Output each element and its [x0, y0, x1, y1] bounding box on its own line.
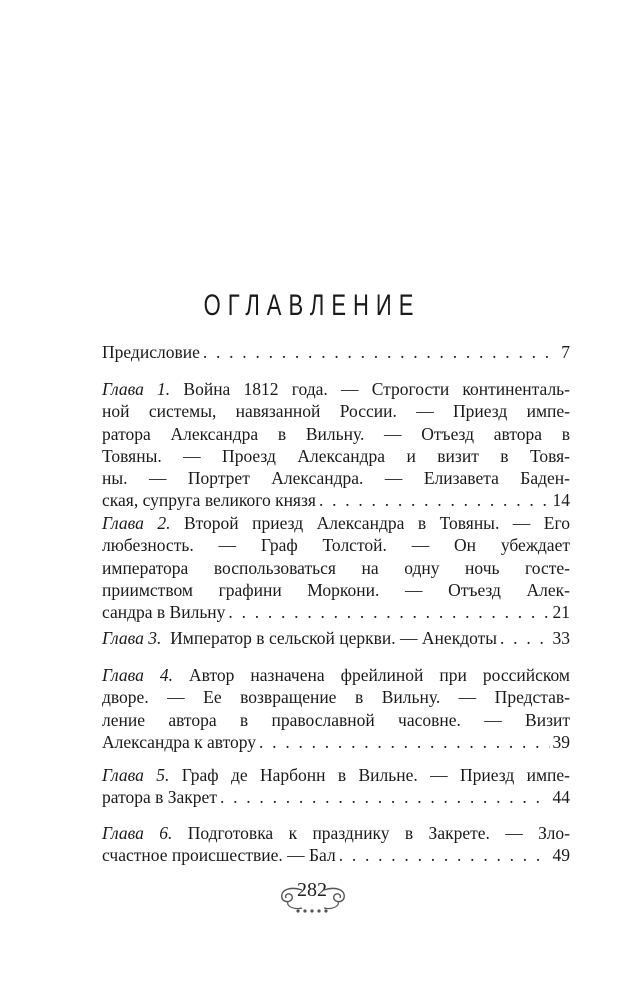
leader-dots [339, 844, 550, 866]
leader-dots [319, 489, 550, 511]
leader-dots [500, 627, 549, 649]
leader-dots [203, 341, 558, 363]
toc-line: ление автора в православной часовне. — Визит [102, 709, 570, 730]
toc-entry-chapter-1[interactable] [102, 378, 570, 512]
page-number: 282 [297, 879, 327, 901]
toc-line-last: сандра в Вильну [102, 602, 226, 623]
toc-line-last: ратора в Закрет [102, 787, 217, 808]
toc-line: любезность. — Граф Толстой. — Он убеждает [102, 535, 570, 556]
toc-line: Глава 4. Автор назначена фрейлиной при российском [102, 665, 570, 685]
toc-line: ны. — Портрет Александра. — Елизавета Баден- [102, 468, 570, 489]
toc-entry-chapter-6[interactable] [102, 822, 570, 867]
toc-line: Глава 2. Второй приезд Александра в Товяны. — Его [102, 513, 570, 533]
toc-entry-preface[interactable] [102, 341, 570, 363]
toc-line: императора воспользоваться на одну ночь госте- [102, 557, 570, 578]
chapter-label: Глава 4. [102, 665, 173, 685]
toc-line: Глава 6. Подготовка к празднику в Закрете. — Зло- [102, 823, 570, 843]
toc-page-number: 7 [561, 342, 570, 362]
toc-line: приимством графини Моркони. — Отъезд Алек- [102, 579, 570, 600]
toc-page-number: 14 [552, 490, 570, 511]
leader-dots [228, 601, 549, 623]
toc-line: ратора Александра в Вильну. — Отъезд автора в [102, 423, 570, 444]
toc-page-number: 33 [552, 628, 570, 648]
toc-line: Глава 1. Война 1812 года. — Строгости континенталь- [102, 379, 570, 399]
toc-entry-chapter-3[interactable] [102, 627, 570, 649]
toc-line-last: счастное происшествие. — Бал [102, 845, 336, 866]
leader-dots [259, 731, 549, 753]
toc-line: дворе. — Ее возвращение в Вильну. — Представ- [102, 687, 570, 708]
toc-page-number: 49 [552, 845, 570, 866]
toc-entry-chapter-4[interactable] [102, 664, 570, 753]
toc-page-number: 21 [552, 602, 570, 623]
chapter-label: Глава 6. [102, 823, 173, 843]
page-title: ОГЛАВЛЕНИЕ [203, 288, 421, 322]
toc-line: ной системы, навязанной России. — Приезд импе- [102, 401, 570, 422]
toc-line-last: Александра к автору [102, 731, 257, 752]
toc-line: Глава 5. Граф де Нарбонн в Вильне. — Приезд импе- [102, 765, 570, 785]
toc-entry-chapter-5[interactable] [102, 764, 570, 809]
toc-page-number: 39 [552, 731, 570, 752]
toc-entry-label: Предисловие [102, 342, 200, 362]
toc-line-last: ская, супруга великого князя [102, 490, 316, 511]
chapter-label: Глава 2. [102, 513, 171, 533]
toc-page-number: 44 [552, 787, 570, 808]
toc-entry-chapter-2[interactable] [102, 512, 570, 623]
chapter-label: Глава 1. [102, 379, 171, 399]
page-footer [0, 878, 624, 902]
chapter-label: Глава 5. [102, 765, 170, 785]
toc-line-last: Глава 3. Император в сельской церкви. — Анекдоты [102, 628, 498, 648]
chapter-label: Глава 3. [102, 628, 162, 648]
leader-dots [220, 786, 550, 808]
toc-line: Товяны. — Проезд Александра и визит в Товя- [102, 445, 570, 466]
footer-dots-ornament [292, 907, 332, 915]
